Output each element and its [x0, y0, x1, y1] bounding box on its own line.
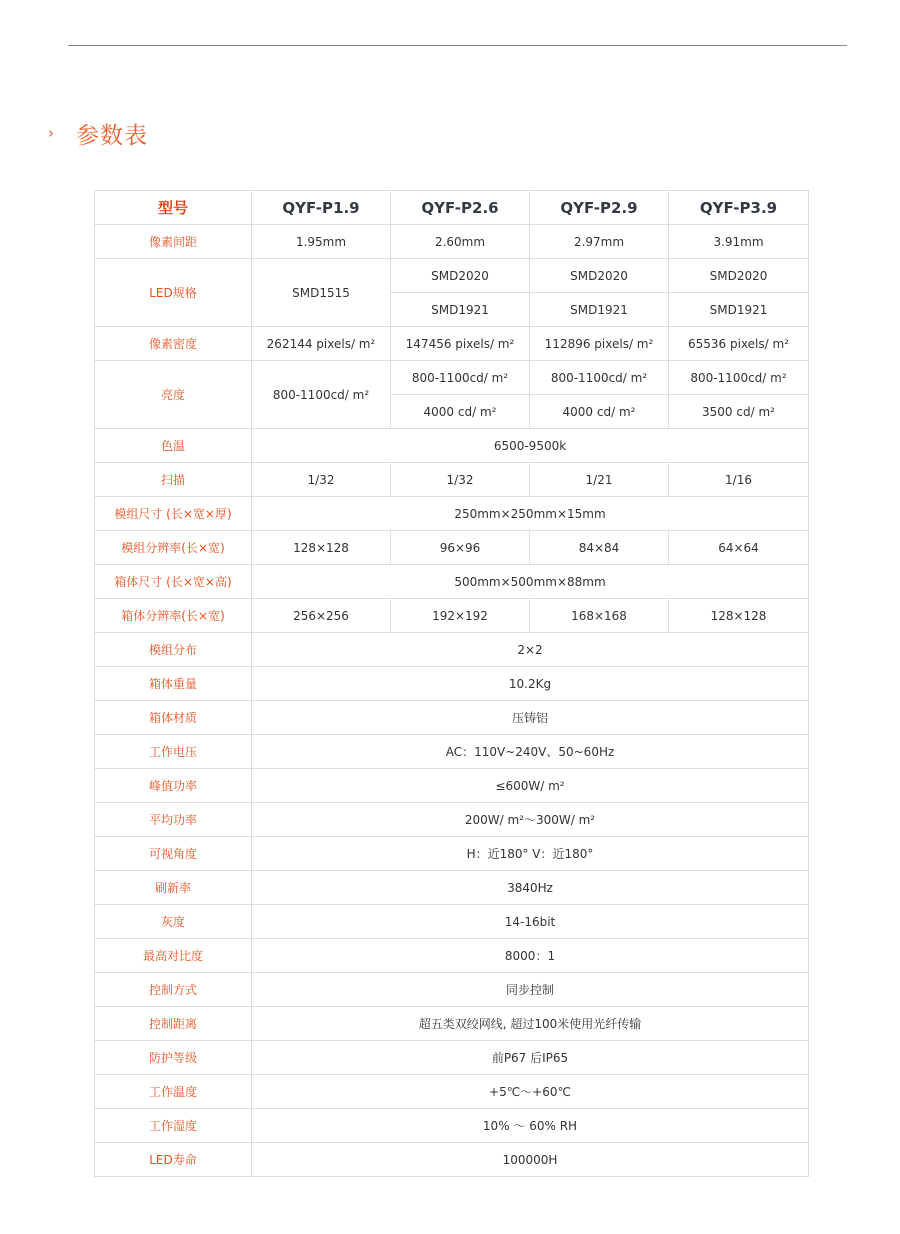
table-cell: 3500 cd/ m² [669, 395, 809, 429]
table-cell: SMD2020 [530, 259, 669, 293]
top-divider [68, 45, 847, 46]
table-row [95, 667, 809, 701]
table-header-row [95, 191, 809, 225]
table-row [95, 803, 809, 837]
table-cell: 96×96 [391, 531, 530, 565]
row-label: 防护等级 [95, 1041, 252, 1075]
row-label: 刷新率 [95, 871, 252, 905]
table-row [95, 463, 809, 497]
table-row [95, 769, 809, 803]
table-cell: 147456 pixels/ m² [391, 327, 530, 361]
table-cell: 800-1100cd/ m² [530, 361, 669, 395]
row-label: 箱体分辨率(长×宽) [95, 599, 252, 633]
table-cell: AC：110V~240V、50~60Hz [252, 735, 809, 769]
table-cell: 3.91mm [669, 225, 809, 259]
table-cell: 前P67 后IP65 [252, 1041, 809, 1075]
table-cell: 6500-9500k [252, 429, 809, 463]
table-row [95, 565, 809, 599]
table-cell: 800-1100cd/ m² [669, 361, 809, 395]
table-row [95, 837, 809, 871]
table-cell: 128×128 [669, 599, 809, 633]
table-cell: 4000 cd/ m² [391, 395, 530, 429]
table-cell: 500mm×500mm×88mm [252, 565, 809, 599]
table-cell: 168×168 [530, 599, 669, 633]
row-label: 像素间距 [95, 225, 252, 259]
table-cell: 800-1100cd/ m² [252, 361, 391, 429]
row-label: 工作湿度 [95, 1109, 252, 1143]
table-cell: 10.2Kg [252, 667, 809, 701]
table-cell: SMD2020 [391, 259, 530, 293]
table-row [95, 701, 809, 735]
row-label: 峰值功率 [95, 769, 252, 803]
table-cell: 1/32 [252, 463, 391, 497]
table-row [95, 599, 809, 633]
row-label: 箱体尺寸 (长×宽×高) [95, 565, 252, 599]
table-cell: 14-16bit [252, 905, 809, 939]
table-cell: ≤600W/ m² [252, 769, 809, 803]
table-cell: 84×84 [530, 531, 669, 565]
table-cell: SMD2020 [669, 259, 809, 293]
model-p19: QYF-P1.9 [252, 191, 391, 225]
table-row [95, 1109, 809, 1143]
row-label: LED寿命 [95, 1143, 252, 1177]
section-heading [48, 116, 148, 150]
table-cell: 1.95mm [252, 225, 391, 259]
table-cell: 3840Hz [252, 871, 809, 905]
table-row [95, 1075, 809, 1109]
table-row [95, 1041, 809, 1075]
table-cell: 10% ～ 60% RH [252, 1109, 809, 1143]
row-label: 模组分辨率(长×宽) [95, 531, 252, 565]
table-row [95, 1007, 809, 1041]
row-label: 工作温度 [95, 1075, 252, 1109]
table-row [95, 735, 809, 769]
table-row [95, 973, 809, 1007]
table-cell: 同步控制 [252, 973, 809, 1007]
row-label: 工作电压 [95, 735, 252, 769]
table-cell: 2.60mm [391, 225, 530, 259]
table-row [95, 429, 809, 463]
table-cell: 250mm×250mm×15mm [252, 497, 809, 531]
table-row [95, 497, 809, 531]
table-cell: SMD1921 [530, 293, 669, 327]
row-label: 扫描 [95, 463, 252, 497]
table-row [95, 905, 809, 939]
table-row [95, 871, 809, 905]
table-cell: 65536 pixels/ m² [669, 327, 809, 361]
table-row [95, 633, 809, 667]
row-label: 灰度 [95, 905, 252, 939]
table-row [95, 939, 809, 973]
table-cell: 800-1100cd/ m² [391, 361, 530, 395]
row-label: 色温 [95, 429, 252, 463]
row-label: 亮度 [95, 361, 252, 429]
model-p29: QYF-P2.9 [530, 191, 669, 225]
row-label: 最高对比度 [95, 939, 252, 973]
table-cell: 1/21 [530, 463, 669, 497]
table-cell: 8000：1 [252, 939, 809, 973]
table-cell: +5℃～+60℃ [252, 1075, 809, 1109]
table-cell: 262144 pixels/ m² [252, 327, 391, 361]
row-label: 平均功率 [95, 803, 252, 837]
row-label: LED规格 [95, 259, 252, 327]
table-cell: 200W/ m²～300W/ m² [252, 803, 809, 837]
table-cell: 2×2 [252, 633, 809, 667]
table-cell: 128×128 [252, 531, 391, 565]
section-title: 参数表 [76, 122, 148, 149]
model-p26: QYF-P2.6 [391, 191, 530, 225]
table-cell: 100000H [252, 1143, 809, 1177]
table-cell: 1/32 [391, 463, 530, 497]
table-cell: 2.97mm [530, 225, 669, 259]
table-cell: SMD1515 [252, 259, 391, 327]
row-label: 控制距离 [95, 1007, 252, 1041]
table-cell: SMD1921 [391, 293, 530, 327]
table-cell: 112896 pixels/ m² [530, 327, 669, 361]
table-row [95, 531, 809, 565]
row-label: 控制方式 [95, 973, 252, 1007]
spec-table [94, 190, 809, 1177]
row-label: 箱体重量 [95, 667, 252, 701]
table-row [95, 1143, 809, 1177]
table-cell: 1/16 [669, 463, 809, 497]
row-label: 模组分布 [95, 633, 252, 667]
table-row [95, 361, 809, 395]
table-cell: 4000 cd/ m² [530, 395, 669, 429]
table-cell: 64×64 [669, 531, 809, 565]
row-label: 可视角度 [95, 837, 252, 871]
table-cell: 超五类双绞网线, 超过100米使用光纤传输 [252, 1007, 809, 1041]
table-cell: 192×192 [391, 599, 530, 633]
table-row [95, 259, 809, 293]
table-row [95, 327, 809, 361]
table-cell: H：近180° V：近180° [252, 837, 809, 871]
table-cell: 压铸铝 [252, 701, 809, 735]
model-p39: QYF-P3.9 [669, 191, 809, 225]
row-label: 模组尺寸 (长×宽×厚) [95, 497, 252, 531]
table-row [95, 225, 809, 259]
table-cell: 256×256 [252, 599, 391, 633]
row-label: 像素密度 [95, 327, 252, 361]
table-cell: SMD1921 [669, 293, 809, 327]
chevron-right-icon: › [48, 124, 54, 142]
model-label: 型号 [95, 191, 252, 225]
row-label: 箱体材质 [95, 701, 252, 735]
